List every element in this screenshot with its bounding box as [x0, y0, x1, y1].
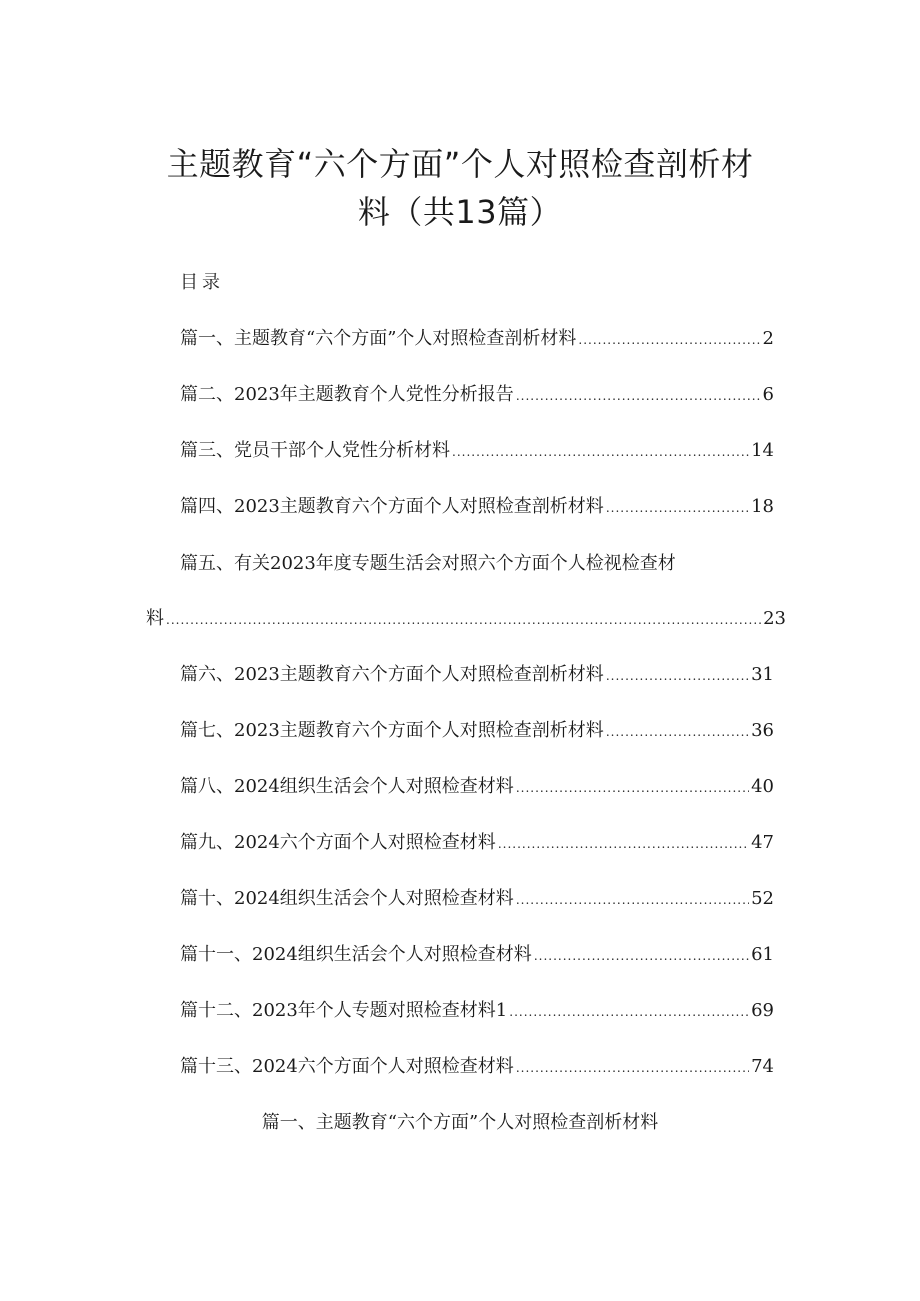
- toc-entry-5-line-1[interactable]: 篇五、有关2023年度专题生活会对照六个方面个人检视检查材: [180, 553, 676, 574]
- toc-leader-dots: [516, 781, 749, 795]
- toc-entry-label: 篇七、2023主题教育六个方面个人对照检查剖析材料: [180, 720, 604, 741]
- toc-entry-label: 料: [146, 608, 164, 629]
- toc-entry-10[interactable]: [180, 884, 774, 914]
- toc-entry-11[interactable]: [180, 940, 774, 970]
- toc-leader-dots: [534, 949, 749, 963]
- toc-entry-12[interactable]: [180, 996, 774, 1026]
- toc-leader-dots: [166, 613, 761, 627]
- toc-entry-label: 篇一、主题教育“六个方面”个人对照检查剖析材料: [180, 328, 577, 349]
- title-line-1: 主题教育“六个方面”个人对照检查剖析材: [166, 145, 754, 183]
- toc-leader-dots: [498, 837, 749, 851]
- toc-entry-label: 篇九、2024六个方面个人对照检查材料: [180, 832, 496, 853]
- title-line-2: 料（共13篇）: [357, 193, 563, 231]
- toc-entry-5[interactable]: [146, 604, 786, 634]
- document-title: [120, 140, 800, 236]
- toc-entry-label: 篇三、党员干部个人党性分析材料: [180, 440, 450, 461]
- toc-leader-dots: [606, 501, 749, 515]
- toc-leader-dots: [606, 725, 749, 739]
- toc-entry-page: 47: [751, 832, 774, 853]
- toc-leader-dots: [516, 389, 761, 403]
- toc-leader-dots: [452, 445, 749, 459]
- toc-entry-label: 篇六、2023主题教育六个方面个人对照检查剖析材料: [180, 664, 604, 685]
- toc-entry-page: 61: [751, 944, 774, 965]
- toc-entry-6[interactable]: [180, 660, 774, 690]
- toc-leader-dots: [606, 669, 749, 683]
- toc-entry-label: 篇十二、2023年个人专题对照检查材料1: [180, 1000, 508, 1021]
- toc-entry-page: 6: [762, 384, 774, 405]
- toc-entry-3[interactable]: [180, 436, 774, 466]
- toc-entry-2[interactable]: [180, 380, 774, 410]
- toc-entry-4[interactable]: [180, 492, 774, 522]
- toc-entry-label: 篇十三、2024六个方面个人对照检查材料: [180, 1056, 514, 1077]
- toc-entry-9[interactable]: [180, 828, 774, 858]
- toc-entry-page: 40: [751, 776, 774, 797]
- toc-entry-7[interactable]: [180, 716, 774, 746]
- toc-entry-page: 18: [751, 496, 774, 517]
- toc-entry-label: 篇二、2023年主题教育个人党性分析报告: [180, 384, 514, 405]
- toc-entry-1[interactable]: [180, 324, 774, 354]
- toc-leader-dots: [578, 333, 760, 347]
- toc-entry-label: 篇十一、2024组织生活会个人对照检查材料: [180, 944, 532, 965]
- toc-entry-13[interactable]: [180, 1052, 774, 1082]
- toc-entry-page: 52: [751, 888, 774, 909]
- toc-entry-8[interactable]: [180, 772, 774, 802]
- toc-entry-page: 2: [762, 328, 774, 349]
- toc-entry-page: 14: [751, 440, 774, 461]
- toc-entry-page: 74: [751, 1056, 774, 1077]
- toc-leader-dots: [516, 1061, 749, 1075]
- section-heading: 篇一、主题教育“六个方面”个人对照检查剖析材料: [261, 1112, 659, 1133]
- toc-entry-page: 31: [751, 664, 774, 685]
- toc-heading: 目录: [180, 272, 224, 293]
- toc-leader-dots: [516, 893, 749, 907]
- toc-entry-page: 36: [751, 720, 774, 741]
- toc-entry-label: 篇八、2024组织生活会个人对照检查材料: [180, 776, 514, 797]
- toc-leader-dots: [509, 1005, 749, 1019]
- toc-entry-page: 23: [763, 608, 786, 629]
- toc-entry-label: 篇十、2024组织生活会个人对照检查材料: [180, 888, 514, 909]
- toc-entry-page: 69: [751, 1000, 774, 1021]
- toc-entry-label: 篇四、2023主题教育六个方面个人对照检查剖析材料: [180, 496, 604, 517]
